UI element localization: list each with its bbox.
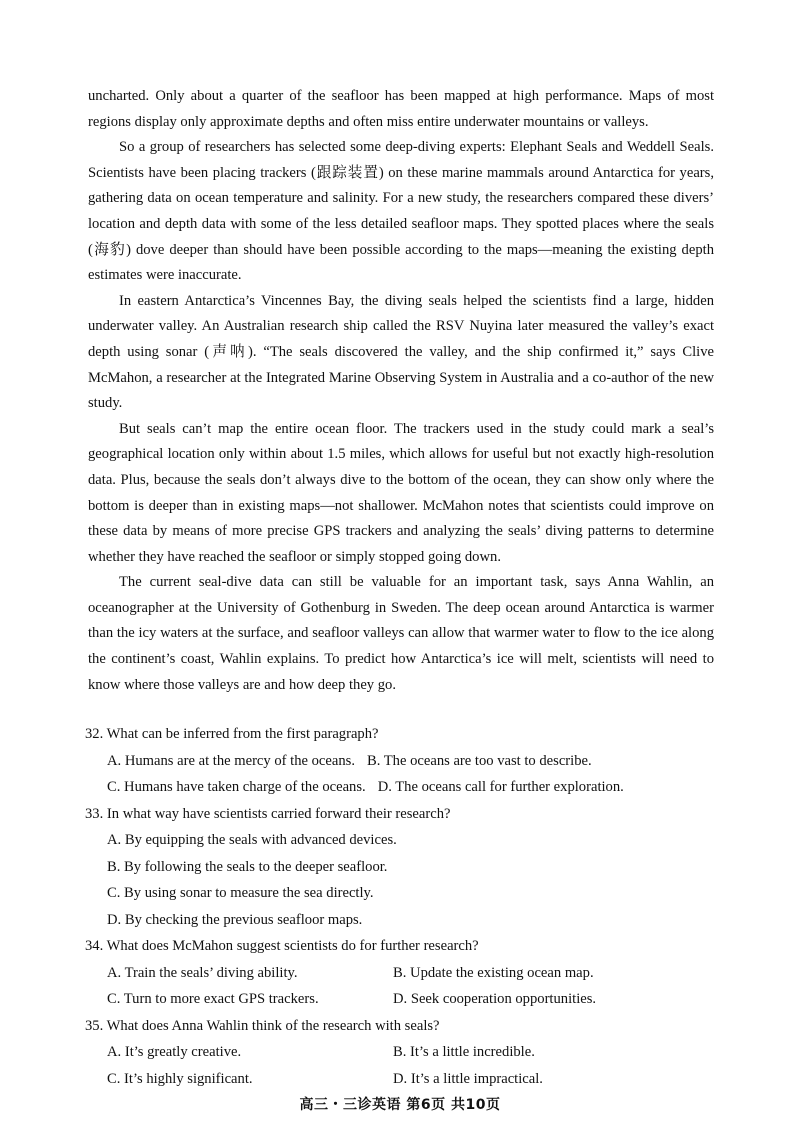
option-b[interactable]: B. It’s a little incredible.: [393, 1044, 535, 1060]
question-list: [85, 721, 725, 1092]
option-d[interactable]: D. By checking the previous seafloor maps.: [107, 911, 363, 928]
option-d[interactable]: D. It’s a little impractical.: [393, 1070, 543, 1087]
question-34: [85, 933, 725, 1013]
option-d[interactable]: D. The oceans call for further exploration.: [377, 779, 624, 795]
reading-passage: [88, 84, 714, 698]
paragraph-wahlin: The current seal-dive data can still be valuable for an important task, says Anna Wahlin, an oceanographer at the University of Gothenburg in Sweden. The deep ocean around Antarctica is warmer than the icy waters at the surface, and seafloor valleys can allow that warmer water to flow to the ice along the continent’s coast, Wahlin explains. To predict how Antarctica’s ice will melt, scientists will need to know where those valleys are and how deep they go.: [88, 574, 714, 693]
question-33: [85, 801, 725, 934]
option-a[interactable]: A. Train the seals’ diving ability.: [107, 964, 298, 981]
paragraph-vincennes-bay: In eastern Antarctica’s Vincennes Bay, the diving seals helped the scientists find a large, hidden underwater valley. An Australian research ship called the RSV Nuyina later measured the valley’s exact depth using sonar (声呐). “The seals discovered the valley, and the ship confirmed it,” says Clive McMahon, a researcher at the Integrated Marine Observing System in Australia and a co-author of the new study.: [88, 292, 714, 412]
option-row: [85, 748, 725, 775]
paragraph-seal-experts: So a group of researchers has selected some deep-diving experts: Elephant Seals and Weddell Seals. Scientists have been placing trackers (跟踪装置) on these marine mammals around Antarctica for years, gathering data on ocean temperature and salinity. For a new study, the researchers compared these divers’ location and depth data with some of the less detailed seafloor maps. They spotted places where the seals (海豹) dove deeper than should have been possible according to the maps—meaning the existing depth estimates were inaccurate.: [88, 139, 714, 284]
option-a[interactable]: A. Humans are at the mercy of the oceans.: [107, 752, 355, 769]
option-b[interactable]: B. The oceans are too vast to describe.: [367, 752, 592, 769]
question-stem: 34. What does McMahon suggest scientists do for further research?: [85, 938, 479, 954]
option-d[interactable]: D. Seek cooperation opportunities.: [393, 991, 597, 1007]
option-a[interactable]: A. It’s greatly creative.: [107, 1044, 242, 1060]
paragraph-continuation: uncharted. Only about a quarter of the seafloor has been mapped at high performance. Maps of most regions display only approximate depths and often miss entire underwater mountains or valleys.: [88, 88, 714, 130]
option-c[interactable]: C. It’s highly significant.: [107, 1070, 253, 1087]
option-row: [85, 774, 725, 801]
option-c[interactable]: C. By using sonar to measure the sea directly.: [107, 885, 374, 901]
question-stem: 35. What does Anna Wahlin think of the research with seals?: [85, 1017, 440, 1034]
paragraph-limitations: But seals can’t map the entire ocean floor. The trackers used in the study could mark a seal’s geographical location only within about 1.5 miles, which allows for useful but not exactly high-resolution data. Plus, because the seals don’t always dive to the bottom of the ocean, they can show only where the bottom is deeper than in existing maps—not shallower. McMahon notes that scientists could improve on these data by means of more precise GPS trackers and analyzing the seals’ diving patterns to determine whether they have reached the seafloor or simply stopped going down.: [88, 420, 714, 565]
question-35: [85, 1013, 725, 1093]
option-a[interactable]: A. By equipping the seals with advanced devices.: [107, 832, 397, 848]
option-row: [85, 986, 725, 1013]
option-c[interactable]: C. Turn to more exact GPS trackers.: [107, 991, 319, 1007]
option-c[interactable]: C. Humans have taken charge of the oceans.: [107, 779, 366, 795]
question-stem: 33. In what way have scientists carried forward their research?: [85, 805, 451, 822]
question-stem: 32. What can be inferred from the first paragraph?: [85, 726, 379, 742]
option-b[interactable]: B. Update the existing ocean map.: [393, 964, 594, 981]
question-32: [85, 721, 725, 801]
option-row: [85, 1066, 725, 1093]
option-row: [85, 960, 725, 987]
option-row: [85, 1039, 725, 1066]
page-footer: 高三・三诊英语 第6页 共10页: [299, 1097, 501, 1113]
option-b[interactable]: B. By following the seals to the deeper seafloor.: [107, 858, 388, 875]
